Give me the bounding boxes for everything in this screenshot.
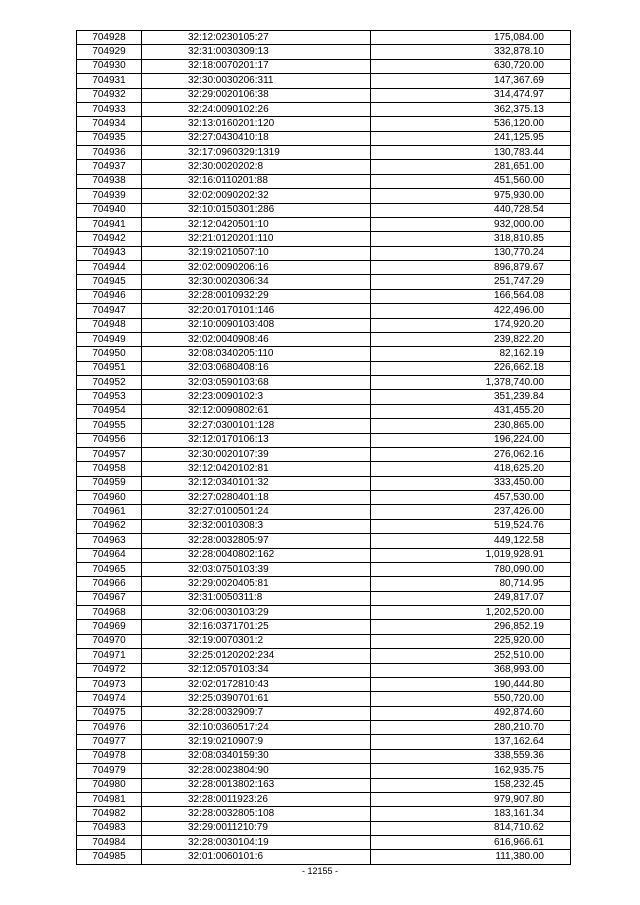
record-id-cell: 704943 <box>77 246 142 260</box>
table-row <box>77 275 571 289</box>
amount-cell: 111,380.00 <box>371 850 571 864</box>
table-row <box>77 792 571 806</box>
record-id-cell: 704942 <box>77 232 142 246</box>
amount-cell: 451,560.00 <box>371 174 571 188</box>
table-row <box>77 476 571 490</box>
record-id-cell: 704945 <box>77 275 142 289</box>
cadastral-number-cell: 32:08:0340159:30 <box>142 749 371 763</box>
cadastral-number-cell: 32:29:0020106:38 <box>142 88 371 102</box>
record-id-cell: 704947 <box>77 304 142 318</box>
table-row <box>77 146 571 160</box>
amount-cell: 519,524.76 <box>371 519 571 533</box>
record-id-cell: 704984 <box>77 836 142 850</box>
amount-cell: 130,783.44 <box>371 146 571 160</box>
amount-cell: 241,125.95 <box>371 131 571 145</box>
record-id-cell: 704960 <box>77 491 142 505</box>
record-id-cell: 704934 <box>77 117 142 131</box>
record-id-cell: 704946 <box>77 289 142 303</box>
table-row <box>77 692 571 706</box>
cadastral-number-cell: 32:24:0090102:26 <box>142 102 371 116</box>
cadastral-number-cell: 32:02:0172810:43 <box>142 677 371 691</box>
record-id-cell: 704948 <box>77 318 142 332</box>
cadastral-number-cell: 32:30:0020306:34 <box>142 275 371 289</box>
table-row <box>77 347 571 361</box>
table-row <box>77 591 571 605</box>
amount-cell: 457,530.00 <box>371 491 571 505</box>
table-row <box>77 203 571 217</box>
amount-cell: 252,510.00 <box>371 649 571 663</box>
table-row <box>77 376 571 390</box>
amount-cell: 1,202,520.00 <box>371 606 571 620</box>
record-id-cell: 704970 <box>77 634 142 648</box>
amount-cell: 190,444.80 <box>371 677 571 691</box>
record-id-cell: 704930 <box>77 59 142 73</box>
cadastral-number-cell: 32:19:0210507:10 <box>142 246 371 260</box>
cadastral-number-cell: 32:29:0020405:81 <box>142 577 371 591</box>
record-id-cell: 704972 <box>77 663 142 677</box>
amount-cell: 780,090.00 <box>371 562 571 576</box>
amount-cell: 814,710.62 <box>371 821 571 835</box>
table-row <box>77 519 571 533</box>
table-row <box>77 735 571 749</box>
cadastral-number-cell: 32:28:0013802:163 <box>142 778 371 792</box>
amount-cell: 368,993.00 <box>371 663 571 677</box>
amount-cell: 230,865.00 <box>371 419 571 433</box>
record-id-cell: 704974 <box>77 692 142 706</box>
cadastral-number-cell: 32:19:0070301:2 <box>142 634 371 648</box>
record-id-cell: 704928 <box>77 31 142 45</box>
record-id-cell: 704979 <box>77 764 142 778</box>
record-id-cell: 704981 <box>77 792 142 806</box>
cadastral-number-cell: 32:21:0120201:110 <box>142 232 371 246</box>
record-id-cell: 704956 <box>77 433 142 447</box>
amount-cell: 281,651.00 <box>371 160 571 174</box>
record-id-cell: 704952 <box>77 376 142 390</box>
amount-cell: 318,810.85 <box>371 232 571 246</box>
cadastral-number-cell: 32:06:0030103:29 <box>142 606 371 620</box>
table-row <box>77 491 571 505</box>
cadastral-number-cell: 32:28:0032805:97 <box>142 534 371 548</box>
table-row <box>77 160 571 174</box>
amount-cell: 137,162.64 <box>371 735 571 749</box>
record-id-cell: 704966 <box>77 577 142 591</box>
record-id-cell: 704957 <box>77 447 142 461</box>
amount-cell: 616,966.61 <box>371 836 571 850</box>
cadastral-number-cell: 32:31:0030309:13 <box>142 45 371 59</box>
record-id-cell: 704983 <box>77 821 142 835</box>
table-row <box>77 174 571 188</box>
record-id-cell: 704965 <box>77 562 142 576</box>
record-id-cell: 704944 <box>77 261 142 275</box>
table-row <box>77 433 571 447</box>
cadastral-number-cell: 32:30:0020202:8 <box>142 160 371 174</box>
amount-cell: 440,728.54 <box>371 203 571 217</box>
table-row <box>77 117 571 131</box>
record-id-cell: 704959 <box>77 476 142 490</box>
amount-cell: 314,474.97 <box>371 88 571 102</box>
table-row <box>77 850 571 864</box>
table-row <box>77 74 571 88</box>
table-row <box>77 562 571 576</box>
table-row <box>77 447 571 461</box>
cadastral-number-cell: 32:28:0023804:90 <box>142 764 371 778</box>
table-row <box>77 534 571 548</box>
cadastral-number-cell: 32:10:0360517:24 <box>142 721 371 735</box>
table-row <box>77 577 571 591</box>
record-id-cell: 704951 <box>77 361 142 375</box>
cadastral-number-cell: 32:23:0090102:3 <box>142 390 371 404</box>
amount-cell: 1,378,740.00 <box>371 376 571 390</box>
cadastral-number-cell: 32:27:0100501:24 <box>142 505 371 519</box>
table-row <box>77 778 571 792</box>
table-row <box>77 45 571 59</box>
amount-cell: 196,224.00 <box>371 433 571 447</box>
table-row <box>77 217 571 231</box>
table-row <box>77 634 571 648</box>
amount-cell: 492,874.60 <box>371 706 571 720</box>
cadastral-number-cell: 32:16:0371701:25 <box>142 620 371 634</box>
record-id-cell: 704939 <box>77 189 142 203</box>
table-row <box>77 836 571 850</box>
table-row <box>77 620 571 634</box>
table-row <box>77 821 571 835</box>
amount-cell: 80,714.95 <box>371 577 571 591</box>
cadastral-number-cell: 32:32:0010308:3 <box>142 519 371 533</box>
cadastral-number-cell: 32:19:0210907:9 <box>142 735 371 749</box>
table-row <box>77 419 571 433</box>
cadastral-number-cell: 32:30:0020107:39 <box>142 447 371 461</box>
cadastral-number-cell: 32:08:0340205:110 <box>142 347 371 361</box>
cadastral-number-cell: 32:28:0010932:29 <box>142 289 371 303</box>
table-row <box>77 548 571 562</box>
cadastral-number-cell: 32:10:0150301:286 <box>142 203 371 217</box>
record-id-cell: 704961 <box>77 505 142 519</box>
amount-cell: 174,920.20 <box>371 318 571 332</box>
table-row <box>77 289 571 303</box>
table-row <box>77 663 571 677</box>
table-row <box>77 721 571 735</box>
table-row <box>77 677 571 691</box>
record-id-cell: 704937 <box>77 160 142 174</box>
record-id-cell: 704978 <box>77 749 142 763</box>
table-row <box>77 706 571 720</box>
record-id-cell: 704968 <box>77 606 142 620</box>
table-row <box>77 505 571 519</box>
amount-cell: 225,920.00 <box>371 634 571 648</box>
cadastral-number-cell: 32:02:0090206:16 <box>142 261 371 275</box>
amount-cell: 975,930.00 <box>371 189 571 203</box>
record-id-cell: 704941 <box>77 217 142 231</box>
table-row <box>77 131 571 145</box>
record-id-cell: 704932 <box>77 88 142 102</box>
record-id-cell: 704985 <box>77 850 142 864</box>
table-row <box>77 304 571 318</box>
cadastral-number-cell: 32:27:0280401:18 <box>142 491 371 505</box>
amount-cell: 239,822.20 <box>371 332 571 346</box>
cadastral-number-cell: 32:30:0030206:311 <box>142 74 371 88</box>
amount-cell: 431,455.20 <box>371 404 571 418</box>
amount-cell: 332,878.10 <box>371 45 571 59</box>
cadastral-number-cell: 32:03:0680408:16 <box>142 361 371 375</box>
table-row <box>77 361 571 375</box>
cadastral-number-cell: 32:28:0030104:19 <box>142 836 371 850</box>
table-row <box>77 189 571 203</box>
record-id-cell: 704938 <box>77 174 142 188</box>
record-id-cell: 704982 <box>77 807 142 821</box>
table-row <box>77 807 571 821</box>
table-row <box>77 318 571 332</box>
record-id-cell: 704950 <box>77 347 142 361</box>
table-row <box>77 59 571 73</box>
cadastral-number-cell: 32:12:0090802:61 <box>142 404 371 418</box>
table-row <box>77 246 571 260</box>
amount-cell: 175,084.00 <box>371 31 571 45</box>
record-id-cell: 704940 <box>77 203 142 217</box>
cadastral-number-cell: 32:18:0070201:17 <box>142 59 371 73</box>
record-id-cell: 704958 <box>77 462 142 476</box>
record-id-cell: 704976 <box>77 721 142 735</box>
record-id-cell: 704967 <box>77 591 142 605</box>
table-row <box>77 332 571 346</box>
record-id-cell: 704929 <box>77 45 142 59</box>
table-row <box>77 88 571 102</box>
amount-cell: 1,019,928.91 <box>371 548 571 562</box>
amount-cell: 536,120.00 <box>371 117 571 131</box>
table-row <box>77 390 571 404</box>
cadastral-number-cell: 32:25:0390701:61 <box>142 692 371 706</box>
table-row <box>77 404 571 418</box>
amount-cell: 276,062.16 <box>371 447 571 461</box>
cadastral-number-cell: 32:25:0120202:234 <box>142 649 371 663</box>
amount-cell: 550,720.00 <box>371 692 571 706</box>
table-row <box>77 764 571 778</box>
cadastral-number-cell: 32:10:0090103:408 <box>142 318 371 332</box>
page-number: - 12155 - <box>301 866 339 876</box>
cadastral-number-cell: 32:31:0050311:8 <box>142 591 371 605</box>
cadastral-number-cell: 32:01:0060101:6 <box>142 850 371 864</box>
amount-cell: 449,122.58 <box>371 534 571 548</box>
amount-cell: 183,161.34 <box>371 807 571 821</box>
amount-cell: 351,239.84 <box>371 390 571 404</box>
cadastral-number-cell: 32:12:0420501:10 <box>142 217 371 231</box>
table-body <box>77 31 571 865</box>
record-id-cell: 704933 <box>77 102 142 116</box>
amount-cell: 296,852.19 <box>371 620 571 634</box>
amount-cell: 333,450.00 <box>371 476 571 490</box>
table-row <box>77 232 571 246</box>
cadastral-number-cell: 32:16:0110201:88 <box>142 174 371 188</box>
amount-cell: 147,367.69 <box>371 74 571 88</box>
data-table <box>76 30 571 865</box>
amount-cell: 338,559.36 <box>371 749 571 763</box>
amount-cell: 130,770.24 <box>371 246 571 260</box>
record-id-cell: 704954 <box>77 404 142 418</box>
amount-cell: 422,496.00 <box>371 304 571 318</box>
amount-cell: 158,232.45 <box>371 778 571 792</box>
cadastral-number-cell: 32:12:0420102:81 <box>142 462 371 476</box>
table-row <box>77 606 571 620</box>
amount-cell: 237,426.00 <box>371 505 571 519</box>
cadastral-number-cell: 32:12:0570103:34 <box>142 663 371 677</box>
cadastral-number-cell: 32:28:0032805:108 <box>142 807 371 821</box>
amount-cell: 979,907.80 <box>371 792 571 806</box>
cadastral-number-cell: 32:02:0090202:32 <box>142 189 371 203</box>
amount-cell: 630,720.00 <box>371 59 571 73</box>
record-id-cell: 704955 <box>77 419 142 433</box>
amount-cell: 932,000.00 <box>371 217 571 231</box>
table-row <box>77 102 571 116</box>
amount-cell: 166,564.08 <box>371 289 571 303</box>
record-id-cell: 704963 <box>77 534 142 548</box>
record-id-cell: 704953 <box>77 390 142 404</box>
cadastral-number-cell: 32:02:0040908:46 <box>142 332 371 346</box>
amount-cell: 249,817.07 <box>371 591 571 605</box>
cadastral-number-cell: 32:03:0750103:39 <box>142 562 371 576</box>
cadastral-number-cell: 32:17:0960329:1319 <box>142 146 371 160</box>
cadastral-number-cell: 32:13:0160201:120 <box>142 117 371 131</box>
cadastral-number-cell: 32:28:0040802:162 <box>142 548 371 562</box>
record-id-cell: 704962 <box>77 519 142 533</box>
record-id-cell: 704973 <box>77 677 142 691</box>
cadastral-number-cell: 32:27:0430410:18 <box>142 131 371 145</box>
cadastral-number-cell: 32:12:0230105:27 <box>142 31 371 45</box>
table-row <box>77 649 571 663</box>
amount-cell: 362,375.13 <box>371 102 571 116</box>
record-id-cell: 704935 <box>77 131 142 145</box>
record-id-cell: 704949 <box>77 332 142 346</box>
cadastral-number-cell: 32:28:0032909:7 <box>142 706 371 720</box>
cadastral-number-cell: 32:29:0011210:79 <box>142 821 371 835</box>
table-row <box>77 31 571 45</box>
table-row <box>77 749 571 763</box>
cadastral-number-cell: 32:27:0300101:128 <box>142 419 371 433</box>
cadastral-number-cell: 32:20:0170101:146 <box>142 304 371 318</box>
cadastral-number-cell: 32:12:0170106:13 <box>142 433 371 447</box>
amount-cell: 162,935.75 <box>371 764 571 778</box>
record-id-cell: 704969 <box>77 620 142 634</box>
amount-cell: 82,162.19 <box>371 347 571 361</box>
record-id-cell: 704971 <box>77 649 142 663</box>
record-id-cell: 704931 <box>77 74 142 88</box>
record-id-cell: 704977 <box>77 735 142 749</box>
amount-cell: 280,210.70 <box>371 721 571 735</box>
record-id-cell: 704975 <box>77 706 142 720</box>
record-id-cell: 704980 <box>77 778 142 792</box>
table-row <box>77 462 571 476</box>
amount-cell: 251,747.29 <box>371 275 571 289</box>
table-row <box>77 261 571 275</box>
amount-cell: 418,625.20 <box>371 462 571 476</box>
cadastral-number-cell: 32:03:0590103:68 <box>142 376 371 390</box>
cadastral-number-cell: 32:12:0340101:32 <box>142 476 371 490</box>
amount-cell: 226,662.18 <box>371 361 571 375</box>
record-id-cell: 704964 <box>77 548 142 562</box>
cadastral-number-cell: 32:28:0011923:26 <box>142 792 371 806</box>
amount-cell: 896,879.67 <box>371 261 571 275</box>
record-id-cell: 704936 <box>77 146 142 160</box>
